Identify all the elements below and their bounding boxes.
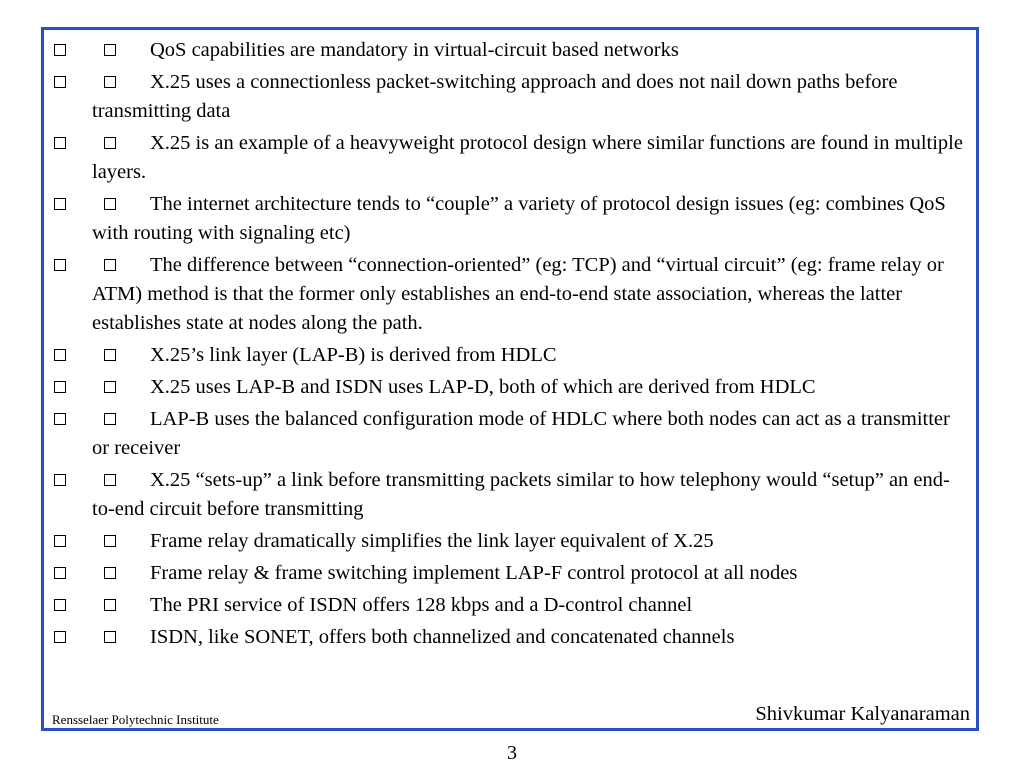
checkbox-icon: [104, 567, 116, 579]
checkbox-icon: [54, 198, 66, 210]
checkbox-icon: [54, 631, 66, 643]
bullet-text: LAP-B uses the balanced configuration mode of HDLC where both nodes can act as a transmitter or receiver: [92, 408, 950, 459]
checkbox-icon: [104, 44, 116, 56]
checkbox-icon: [54, 381, 66, 393]
bullet-item: [54, 466, 964, 524]
institution-footer: Rensselaer Polytechnic Institute: [52, 712, 219, 727]
checkbox-icon: [54, 76, 66, 88]
bullet-item: [54, 623, 964, 652]
checkbox-icon: [104, 381, 116, 393]
bullet-text: The PRI service of ISDN offers 128 kbps and a D-control channel: [150, 594, 693, 616]
checkbox-icon: [104, 535, 116, 547]
author-footer: Shivkumar Kalyanaraman: [755, 703, 970, 725]
bullet-item: [54, 527, 964, 556]
bullet-list: [54, 36, 964, 655]
bullet-text: QoS capabilities are mandatory in virtual-circuit based networks: [150, 39, 679, 61]
checkbox-icon: [104, 259, 116, 271]
bullet-text: The difference between “connection-oriented” (eg: TCP) and “virtual circuit” (eg: frame relay or ATM) method is that the former only establishes an end-to-end state association, whereas the latter establishes state at nodes along the path.: [92, 254, 944, 334]
checkbox-icon: [54, 567, 66, 579]
bullet-item: [54, 251, 964, 338]
checkbox-icon: [104, 599, 116, 611]
bullet-item: [54, 559, 964, 588]
checkbox-icon: [54, 413, 66, 425]
checkbox-icon: [54, 599, 66, 611]
bullet-item: [54, 341, 964, 370]
checkbox-icon: [54, 535, 66, 547]
checkbox-icon: [54, 259, 66, 271]
checkbox-icon: [104, 137, 116, 149]
bullet-text: X.25 uses a connectionless packet-switching approach and does not nail down paths before transmitting data: [92, 71, 898, 122]
checkbox-icon: [54, 349, 66, 361]
bullet-item: [54, 190, 964, 248]
bullet-text: X.25 uses LAP-B and ISDN uses LAP-D, both of which are derived from HDLC: [150, 376, 816, 398]
checkbox-icon: [54, 474, 66, 486]
bullet-text: ISDN, like SONET, offers both channelized and concatenated channels: [150, 626, 735, 648]
bullet-item: [54, 591, 964, 620]
checkbox-icon: [104, 198, 116, 210]
checkbox-icon: [54, 137, 66, 149]
checkbox-icon: [54, 44, 66, 56]
bullet-text: Frame relay dramatically simplifies the link layer equivalent of X.25: [150, 530, 714, 552]
page-number: 3: [507, 742, 517, 764]
bullet-item: [54, 405, 964, 463]
checkbox-icon: [104, 631, 116, 643]
bullet-item: [54, 373, 964, 402]
checkbox-icon: [104, 413, 116, 425]
checkbox-icon: [104, 76, 116, 88]
bullet-text: Frame relay & frame switching implement LAP-F control protocol at all nodes: [150, 562, 798, 584]
bullet-item: [54, 68, 964, 126]
checkbox-icon: [104, 474, 116, 486]
bullet-item: [54, 36, 964, 65]
bullet-text: The internet architecture tends to “couple” a variety of protocol design issues (eg: combines QoS with routing with signaling etc): [92, 193, 946, 244]
checkbox-icon: [104, 349, 116, 361]
bullet-text: X.25 “sets-up” a link before transmitting packets similar to how telephony would “setup” an end-to-end circuit before transmitting: [92, 469, 950, 520]
bullet-text: X.25’s link layer (LAP-B) is derived from HDLC: [150, 344, 557, 366]
bullet-item: [54, 129, 964, 187]
bullet-text: X.25 is an example of a heavyweight protocol design where similar functions are found in multiple layers.: [92, 132, 963, 183]
